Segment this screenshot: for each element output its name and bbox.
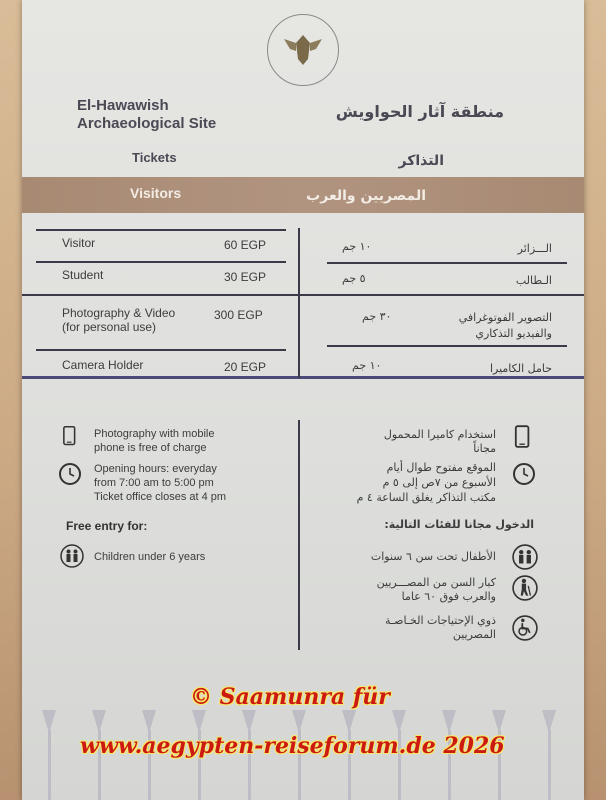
table-bottom-line	[22, 376, 584, 379]
title-english: El-Hawawish Archaeological Site	[77, 97, 217, 132]
row-camera-price-arabic: ١٠ جم	[352, 359, 382, 372]
row-photography-label: Photography & Video (for personal use)	[62, 306, 176, 334]
table-line	[22, 294, 584, 296]
row-visitor-label-arabic: الـــزائر	[517, 242, 552, 255]
tickets-heading-english: Tickets	[132, 150, 177, 165]
table-line	[327, 345, 567, 347]
ministry-logo	[267, 14, 339, 86]
info-mobile-arabic: استخدام كاميرا المحمول مجاناً	[383, 428, 496, 455]
table-line	[36, 261, 286, 263]
row-student-label-arabic: الـطالب	[515, 274, 552, 287]
row-visitor-price-arabic: ١٠ جم	[342, 240, 372, 253]
mobile-phone-icon-arabic	[514, 425, 532, 453]
row-camera-label-arabic: حامل الكاميرا	[489, 362, 552, 375]
ticket-sign	[22, 0, 584, 800]
row-student-label: Student	[62, 268, 104, 282]
row-visitor-price: 60 EGP	[224, 238, 267, 252]
free-elderly-arabic: كبار السن من المصـــريين والعرب فوق ٦٠ عاما	[376, 576, 496, 603]
row-visitor-label: Visitor	[62, 236, 96, 250]
info-hours-arabic: الموقع مفتوح طوال أيام الأسبوع من ٧ص إلى ٥ م مكتب التذاكر يغلق الساعة ٤ م	[356, 461, 496, 504]
table-line	[36, 349, 286, 351]
table-divider	[298, 228, 300, 378]
row-photography-label-arabic: التصوير الفوتوغرافي والفيديو التذكاري	[458, 311, 552, 340]
row-student-price-arabic: ٥ جم	[342, 272, 366, 285]
row-camera-price: 20 EGP	[224, 360, 267, 374]
clock-icon-arabic	[512, 462, 536, 490]
free-children-english: Children under 6 years	[94, 551, 206, 563]
visitors-label-english: Visitors	[130, 185, 182, 201]
free-entry-english: Free entry for:	[66, 519, 148, 533]
row-photography-price-arabic: ٣٠ جم	[362, 310, 392, 323]
info-divider	[298, 420, 300, 650]
elderly-icon	[512, 575, 538, 605]
row-photography-price: 300 EGP	[214, 308, 263, 322]
row-camera-label: Camera Holder	[62, 358, 144, 372]
wheelchair-icon	[512, 615, 538, 645]
info-hours-english: Opening hours: everyday from 7:00 am to 5:00 pm Ticket office closes at 4 pm	[94, 463, 227, 503]
clock-icon	[58, 462, 82, 490]
watermark-line-2: www.aegypten-reiseforum.de 2026	[80, 733, 505, 759]
free-entry-arabic: الدخول مجانا للفئات التالية:	[384, 518, 534, 531]
children-icon	[60, 544, 84, 572]
info-mobile-english: Photography with mobile phone is free of charge	[94, 428, 215, 454]
table-line	[36, 229, 286, 231]
eagle-emblem-icon	[268, 15, 338, 85]
visitors-band	[22, 177, 584, 213]
visitors-label-arabic: المصريين والعرب	[306, 188, 426, 204]
free-disabled-arabic: ذوي الإحتياجات الخـاصـة المصريين	[385, 614, 496, 641]
children-icon-arabic	[512, 544, 538, 574]
title-arabic: منطقة آثار الحواويش	[335, 102, 504, 121]
mobile-phone-icon	[60, 426, 80, 450]
free-children-arabic: الأطفال تحت سن ٦ سنوات	[370, 550, 496, 563]
row-student-price: 30 EGP	[224, 270, 267, 284]
tickets-heading-arabic: التذاكر	[398, 153, 444, 169]
watermark-line-1: © Saamunra für	[190, 684, 390, 710]
table-line	[327, 262, 567, 264]
